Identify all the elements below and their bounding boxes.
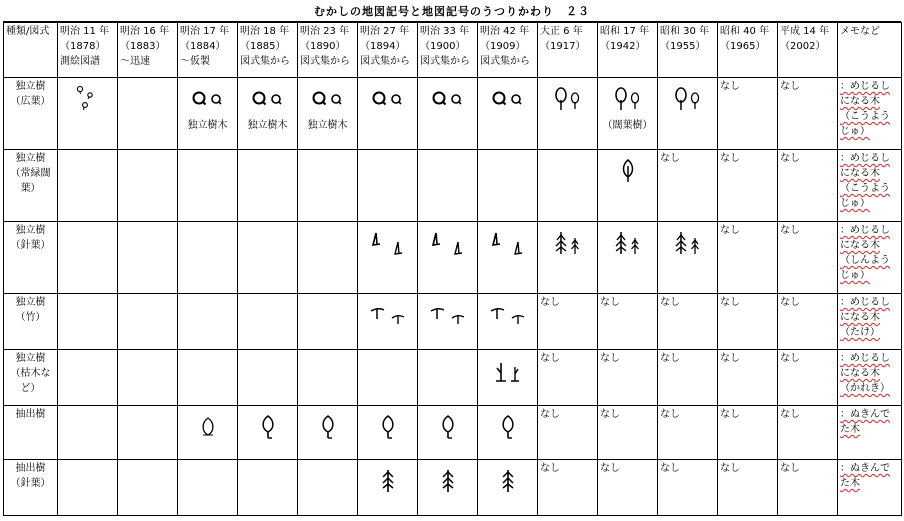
conifer-tree-icon [540,223,595,263]
broadleaf-round-icon [240,79,295,119]
memo-text: ：めじるしになる木（かれき） [840,353,890,394]
table-cell [658,460,718,516]
table-cell [58,460,118,516]
table-cell [358,150,418,222]
table-cell [178,78,238,150]
page-title: むかしの地図記号と地図記号のうつりかわり ２３ [3,3,901,22]
table-cell [358,78,418,150]
broadleaf-round-icon [360,79,415,119]
table-cell [238,78,298,150]
era-header: 明治 33 年（1900）図式集から [418,23,478,78]
conifer-old-icon [360,223,415,263]
conifer-old-icon [480,223,535,263]
table-cell [178,222,238,294]
conifer-single-icon [480,461,535,501]
table-cell [238,406,298,460]
symbol-caption: 独立樹木 [307,120,348,131]
none-label: なし [720,463,740,474]
memo-cell [838,350,902,406]
table-cell [778,78,838,150]
table-cell [718,406,778,460]
broadleaf-round-icon [420,79,475,119]
table-cell [778,460,838,516]
table-cell [538,350,598,406]
table-row [4,350,902,406]
table-cell [598,294,658,350]
table-cell [358,222,418,294]
leaf-stem-icon [360,407,415,447]
none-label: なし [540,297,560,308]
table-cell [178,460,238,516]
table-cell [538,150,598,222]
table-cell [178,150,238,222]
table-cell [538,294,598,350]
table-cell [178,350,238,406]
none-label: なし [720,353,740,364]
table-cell [658,350,718,406]
era-header: 平成 14 年（2002） [778,23,838,78]
era-header: 明治 23 年（1890）図式集から [298,23,358,78]
table-cell [478,222,538,294]
bamboo-icon [360,295,415,335]
conifer-tree-icon [660,223,715,263]
table-cell [598,350,658,406]
table-cell [118,294,178,350]
broadleaf-round-icon [180,79,235,119]
symbol-caption: 独立樹木 [187,120,228,131]
table-cell [298,350,358,406]
memo-text: ：ぬきんでた木 [840,463,890,489]
table-cell [718,78,778,150]
memo-text: ：めじるしになる木（しんようじゅ） [840,225,890,281]
era-header: 大正 6 年（1917） [538,23,598,78]
table-cell [58,406,118,460]
table-cell [538,406,598,460]
table-cell [778,222,838,294]
row-header: 独立樹（常緑闊葉） [4,150,58,222]
none-label: なし [540,409,560,420]
table-cell [118,406,178,460]
era-header: 明治 42 年（1909）図式集から [478,23,538,78]
table-cell [298,222,358,294]
table-row [4,222,902,294]
none-label: なし [720,81,740,92]
table-cell [418,78,478,150]
table-cell [478,294,538,350]
table-cell [118,78,178,150]
table-cell [118,350,178,406]
none-label: なし [660,297,680,308]
none-label: なし [720,409,740,420]
table-cell [598,460,658,516]
era-header: 明治 27 年（1894）図式集から [358,23,418,78]
none-label: なし [660,463,680,474]
broadleaf-old-icon [60,79,115,119]
leaf-stem-icon [480,407,535,447]
table-cell [238,460,298,516]
none-label: なし [660,409,680,420]
none-label: なし [600,353,620,364]
table-cell [658,78,718,150]
table-cell [418,460,478,516]
table-cell [298,294,358,350]
row-header: 抽出樹（針葉） [4,460,58,516]
none-label: なし [720,153,740,164]
memo-text: ：ぬきんでた木 [840,409,890,435]
table-cell [478,78,538,150]
table-cell [418,350,478,406]
memo-cell [838,460,902,516]
memo-cell [838,294,902,350]
table-cell [358,406,418,460]
table-cell [778,406,838,460]
table-cell [418,406,478,460]
table-cell [298,406,358,460]
era-header: 明治 17 年（1884）～仮製 [178,23,238,78]
none-label: なし [780,409,800,420]
table-cell [358,350,418,406]
memo-text: ：めじるしになる木（たけ） [840,297,890,338]
broadleaf-round-icon [300,79,355,119]
none-label: なし [600,409,620,420]
map-symbol-table [3,22,902,516]
table-cell [238,222,298,294]
none-label: なし [720,225,740,236]
table-cell [298,150,358,222]
table-cell [178,406,238,460]
table-cell [418,222,478,294]
memo-cell [838,150,902,222]
bamboo-icon [480,295,535,335]
table-cell [58,350,118,406]
document-page [3,3,901,518]
table-cell [238,350,298,406]
table-cell [298,460,358,516]
table-cell [658,294,718,350]
table-cell [538,222,598,294]
none-label: なし [720,297,740,308]
conifer-single-icon [360,461,415,501]
table-row [4,460,902,516]
table-cell [718,294,778,350]
row-header: 独立樹（広葉） [4,78,58,150]
table-cell [298,78,358,150]
table-cell [58,222,118,294]
conifer-single-icon [420,461,475,501]
none-label: なし [780,153,800,164]
leaf-stem-icon [240,407,295,447]
table-cell [238,150,298,222]
table-cell [478,350,538,406]
table-cell [58,294,118,350]
table-cell [778,294,838,350]
table-cell [478,406,538,460]
none-label: なし [780,353,800,364]
none-label: なし [780,463,800,474]
era-header: 明治 11 年（1878）測絵図譜 [58,23,118,78]
table-cell [238,294,298,350]
broadleaf-round-icon [480,79,535,119]
leaf-stem-icon [300,407,355,447]
memo-text: ：めじるしになる木（こうようじゅ） [840,153,890,209]
conifer-old-icon [420,223,475,263]
table-cell [598,78,658,150]
none-label: なし [660,353,680,364]
symbol-caption: 独立樹木 [247,120,288,131]
table-cell [538,78,598,150]
bamboo-icon [420,295,475,335]
none-label: なし [600,297,620,308]
table-cell [778,150,838,222]
table-cell [658,150,718,222]
table-cell [718,222,778,294]
table-row [4,406,902,460]
memo-cell [838,78,902,150]
none-label: なし [600,463,620,474]
table-cell [598,150,658,222]
table-cell [658,406,718,460]
table-cell [718,350,778,406]
table-cell [478,460,538,516]
broadleaf-tree-icon [600,79,655,119]
leaf-stem-icon [420,407,475,447]
table-cell [58,78,118,150]
none-label: なし [780,225,800,236]
table-cell [598,406,658,460]
table-cell [598,222,658,294]
row-header: 抽出樹 [4,406,58,460]
era-header: メモなど [838,23,902,78]
table-cell [718,150,778,222]
era-header: 明治 18 年（1885）図式集から [238,23,298,78]
table-cell [358,460,418,516]
table-cell [418,294,478,350]
none-label: なし [540,463,560,474]
broadleaf-tree-icon [660,79,715,119]
table-cell [478,150,538,222]
table-cell [118,222,178,294]
none-label: なし [540,353,560,364]
table-row [4,150,902,222]
memo-cell [838,406,902,460]
evergreen-leaf-icon [600,151,655,191]
table-cell [358,294,418,350]
row-header: 独立樹（枯木など） [4,350,58,406]
table-cell [718,460,778,516]
table-row [4,78,902,150]
row-header: 独立樹（竹） [4,294,58,350]
dead-tree-icon [480,351,535,391]
table-cell [118,460,178,516]
header-row [4,23,902,78]
none-label: なし [660,153,680,164]
table-cell [58,150,118,222]
row-header: 独立樹（針葉） [4,222,58,294]
table-cell [178,294,238,350]
table-row [4,294,902,350]
memo-text: ：めじるしになる木（こうようじゅ） [840,81,890,137]
memo-cell [838,222,902,294]
table-cell [778,350,838,406]
none-label: なし [780,297,800,308]
none-label: なし [780,81,800,92]
era-header: 昭和 40 年（1965） [718,23,778,78]
table-cell [658,222,718,294]
era-header: 明治 16 年（1883）～迅速 [118,23,178,78]
symbol-caption: （闊葉樹） [602,120,653,131]
table-cell [418,150,478,222]
era-header: 昭和 17 年（1942） [598,23,658,78]
corner-header: 種類/図式 [4,23,58,78]
conifer-tree-icon [600,223,655,263]
table-cell [538,460,598,516]
broadleaf-tree-icon [540,79,595,119]
leaf-outline-icon [180,407,235,447]
table-cell [118,150,178,222]
era-header: 昭和 30 年（1955） [658,23,718,78]
